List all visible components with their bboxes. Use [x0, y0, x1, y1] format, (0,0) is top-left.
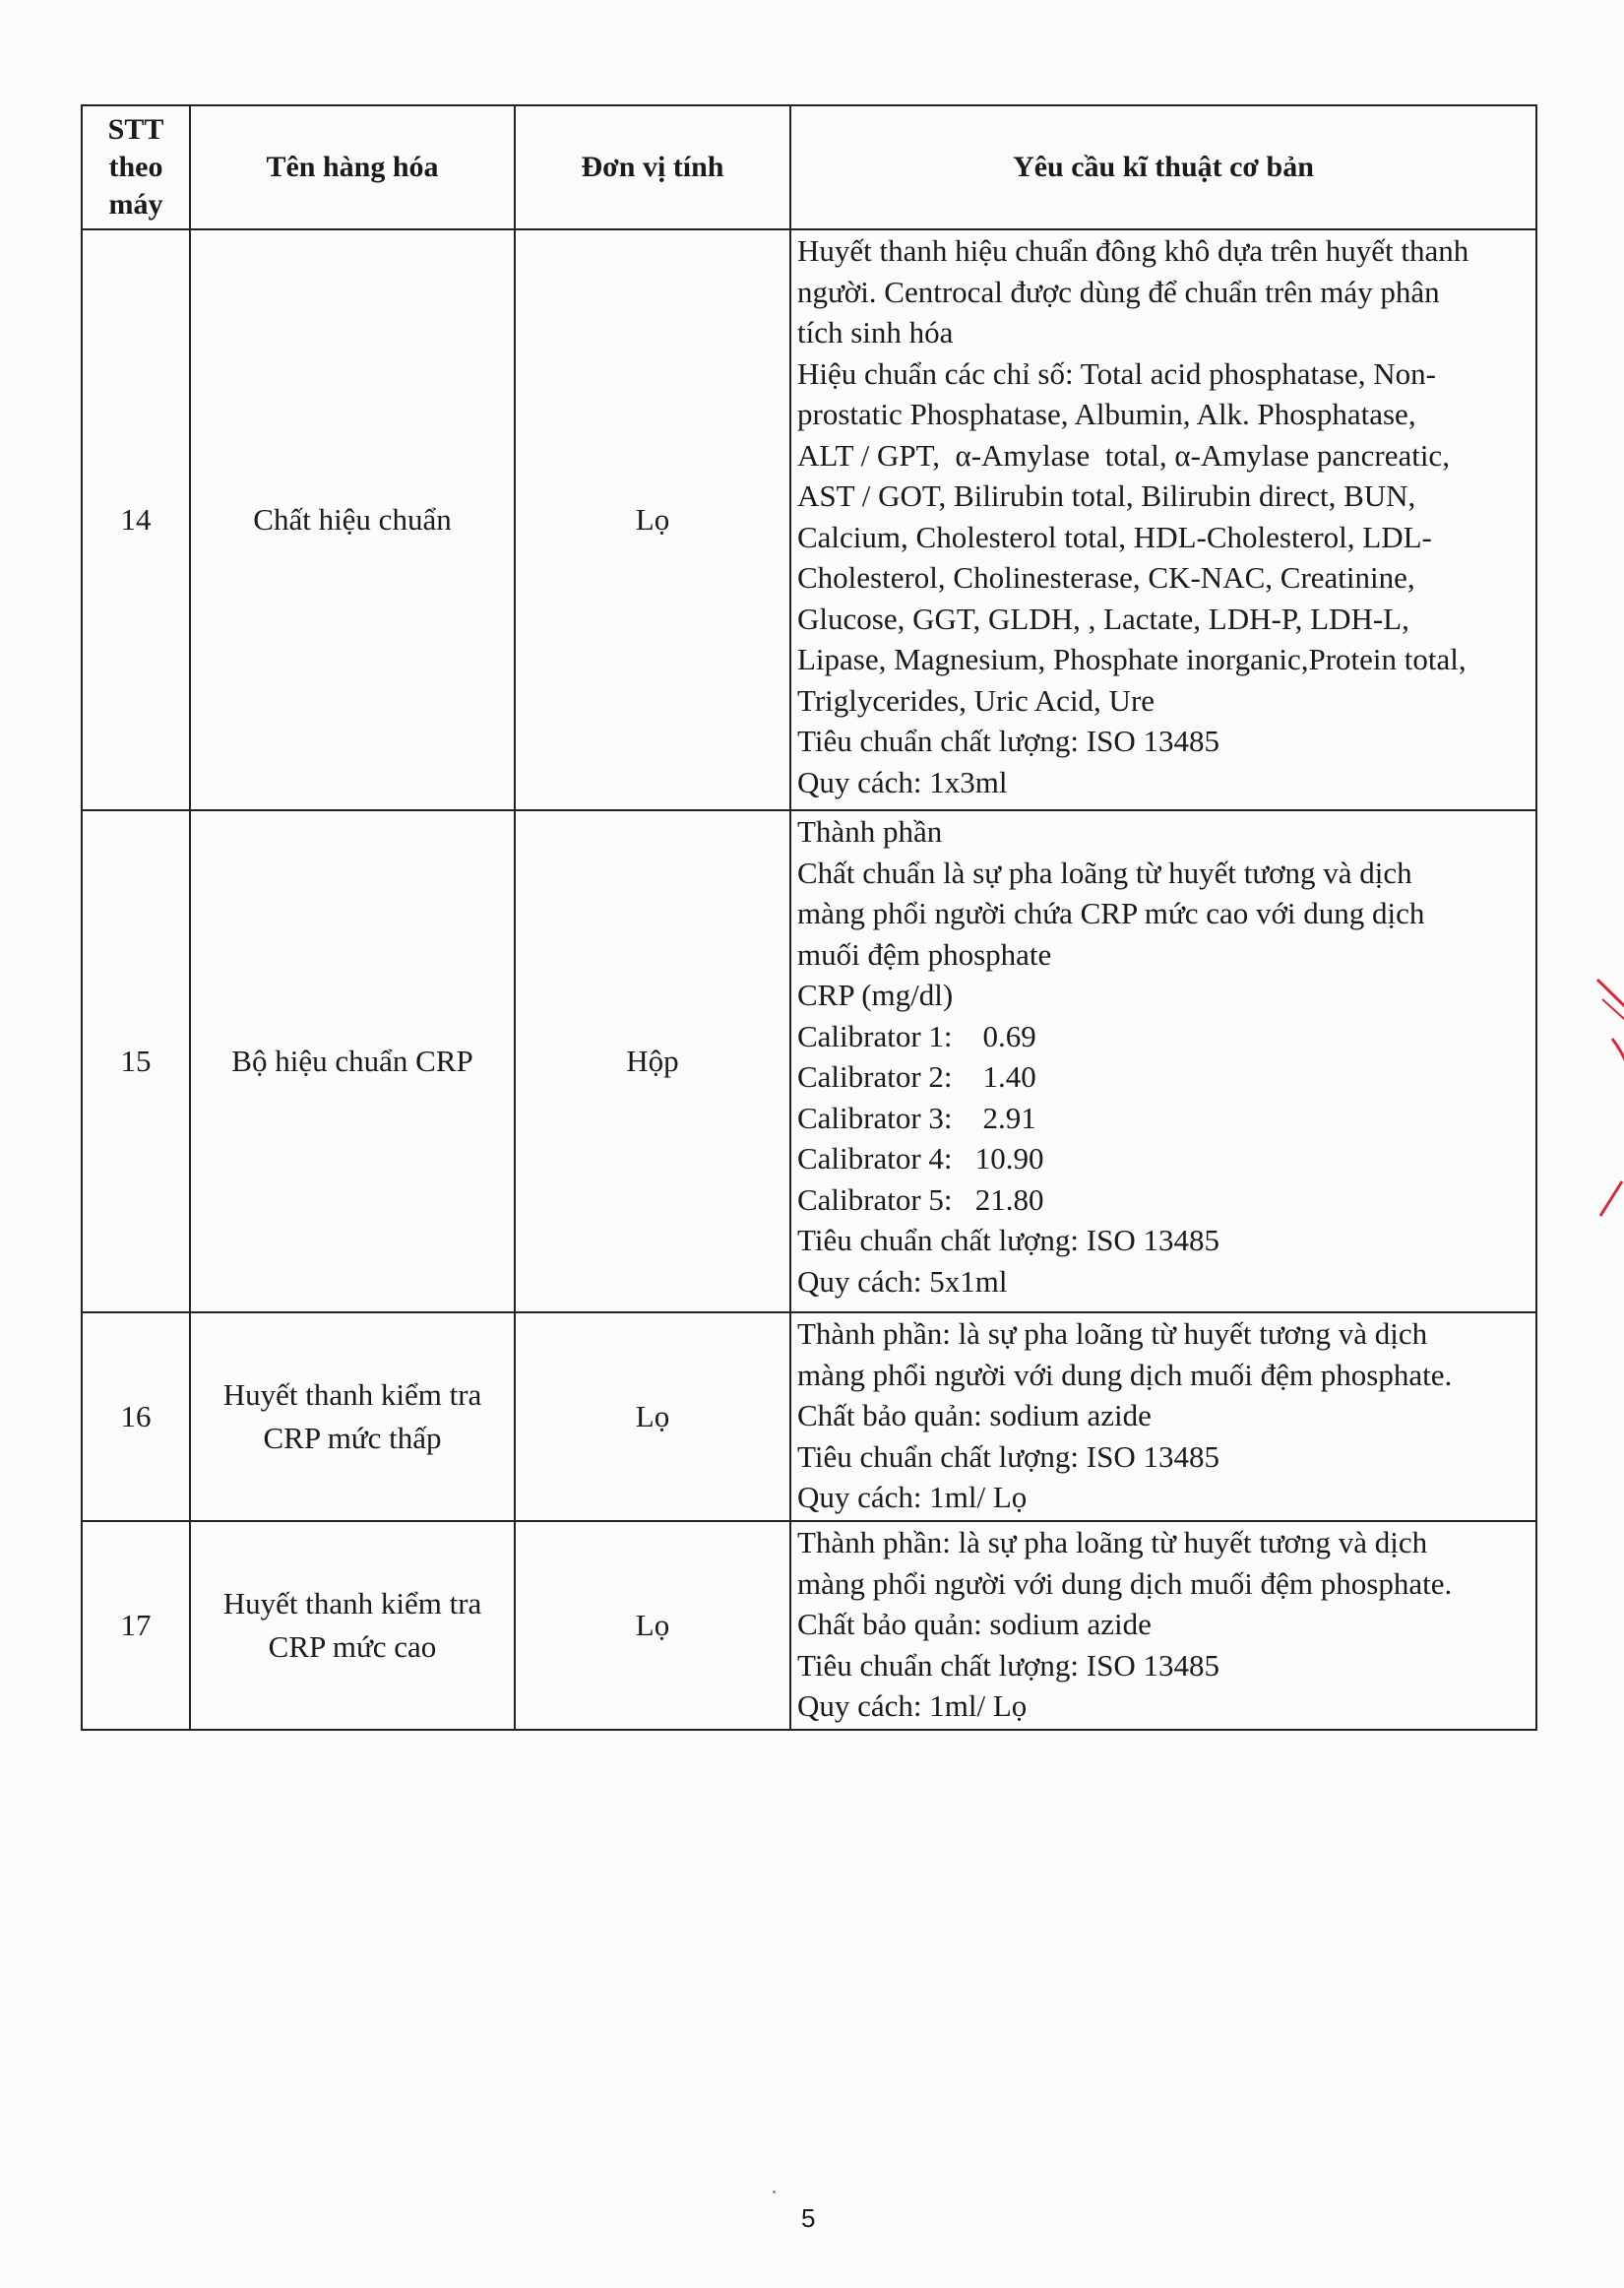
table-row [82, 229, 1536, 810]
spec-line: Tiêu chuẩn chất lượng: ISO 13485 [797, 1223, 1219, 1257]
spec-line: Tiêu chuẩn chất lượng: ISO 13485 [797, 724, 1219, 758]
header-unit: Đơn vị tính [515, 105, 790, 229]
header-spec: Yêu cầu kĩ thuật cơ bản [790, 105, 1536, 229]
cell-item-name [190, 810, 515, 1312]
spec-line: Triglycerides, Uric Acid, Ure [797, 682, 1156, 718]
spec-line: màng phổi người chứa CRP mức cao với dung dịch [797, 896, 1425, 930]
spec-line: Tiêu chuẩn chất lượng: ISO 13485 [797, 1438, 1219, 1474]
spec-line: Huyết thanh hiệu chuẩn đông khô dựa trên huyết thanh [797, 233, 1469, 268]
spec-line: người. Centrocal được dùng để chuẩn trên máy phân [797, 274, 1440, 309]
red-stamp-mark [1593, 970, 1624, 1226]
spec-line: Quy cách: 5x1ml [797, 1263, 1008, 1299]
header-stt-line: máy [108, 188, 163, 221]
specification-table [81, 104, 1537, 1731]
cell-stt: 17 [82, 1521, 190, 1730]
spec-line: Thành phần: là sự pha loãng từ huyết tương và dịch [797, 1316, 1428, 1351]
page-number: 5 [801, 2203, 816, 2233]
spec-line: Tiêu chuẩn chất lượng: ISO 13485 [797, 1647, 1219, 1683]
spec-line: Quy cách: 1ml/ Lọ [797, 1480, 1028, 1514]
table-row [82, 1312, 1536, 1521]
spec-line: Calibrator 1: 0.69 [797, 1018, 1036, 1053]
item-name-line: Chất hiệu chuẩn [253, 502, 452, 537]
cell-stt: 16 [82, 1312, 190, 1521]
cell-unit: Lọ [515, 1521, 790, 1730]
cell-unit: Lọ [515, 1312, 790, 1521]
cell-unit: Lọ [515, 229, 790, 810]
cell-spec [790, 229, 1536, 810]
spec-line: muối đệm phosphate [797, 936, 1052, 972]
spec-line: Thành phần: là sự pha loãng từ huyết tương và dịch [797, 1525, 1428, 1559]
spec-line: Quy cách: 1x3ml [797, 764, 1008, 799]
table-row [82, 810, 1536, 1312]
header-name: Tên hàng hóa [190, 105, 515, 229]
spec-line: Chất bảo quản: sodium azide [797, 1607, 1152, 1641]
cell-spec [790, 1521, 1536, 1730]
item-name-line: CRP mức thấp [263, 1421, 442, 1455]
spec-line: tích sinh hóa [797, 315, 954, 350]
cell-item-name [190, 1312, 515, 1521]
item-name-line: Bộ hiệu chuẩn CRP [231, 1044, 473, 1078]
spec-line: AST / GOT, Bilirubin total, Bilirubin direct, BUN, [797, 478, 1416, 513]
spec-line: Calibrator 2: 1.40 [797, 1059, 1036, 1094]
spec-line: Chất bảo quản: sodium azide [797, 1398, 1152, 1432]
item-name-line: Huyết thanh kiểm tra [222, 1377, 482, 1412]
spec-line: Calcium, Cholesterol total, HDL-Cholesterol, LDL- [797, 519, 1432, 554]
cell-spec [790, 810, 1536, 1312]
cell-stt: 15 [82, 810, 190, 1312]
header-stt-line: STT [107, 113, 164, 146]
item-name-line: CRP mức cao [268, 1629, 437, 1664]
spec-line: Calibrator 4: 10.90 [797, 1141, 1044, 1176]
table-row [82, 1521, 1536, 1730]
cell-spec [790, 1312, 1536, 1521]
header-stt [82, 105, 190, 229]
spec-line: Calibrator 3: 2.91 [797, 1100, 1036, 1135]
spec-line: Hiệu chuẩn các chỉ số: Total acid phosphatase, Non- [797, 355, 1436, 391]
spec-line: Calibrator 5: 21.80 [797, 1181, 1044, 1217]
spec-line: Lipase, Magnesium, Phosphate inorganic,Protein total, [797, 642, 1467, 676]
spec-line: prostatic Phosphatase, Albumin, Alk. Phosphatase, [797, 397, 1416, 431]
spec-line: Quy cách: 1ml/ Lọ [797, 1688, 1028, 1723]
spec-line: Chất chuẩn là sự pha loãng từ huyết tương và dịch [797, 855, 1412, 890]
item-name-line: Huyết thanh kiểm tra [222, 1586, 482, 1621]
cell-unit: Hộp [515, 810, 790, 1312]
spec-line: ALT / GPT, α-Amylase total, α-Amylase pancreatic, [797, 437, 1450, 473]
cell-stt: 14 [82, 229, 190, 810]
spec-line: màng phổi người với dung dịch muối đệm phosphate. [797, 1565, 1453, 1601]
header-stt-line: theo [108, 151, 163, 183]
spec-line: CRP (mg/dl) [797, 978, 954, 1012]
spec-line: Glucose, GGT, GLDH, , Lactate, LDH-P, LDH-L, [797, 601, 1409, 636]
scan-dot [773, 2191, 776, 2193]
spec-line: màng phổi người với dung dịch muối đệm phosphate. [797, 1357, 1453, 1392]
spec-line: Cholesterol, Cholinesterase, CK-NAC, Creatinine, [797, 560, 1415, 595]
spec-line: Thành phần [797, 814, 943, 849]
cell-item-name [190, 229, 515, 810]
table-header-row [82, 105, 1536, 229]
cell-item-name [190, 1521, 515, 1730]
